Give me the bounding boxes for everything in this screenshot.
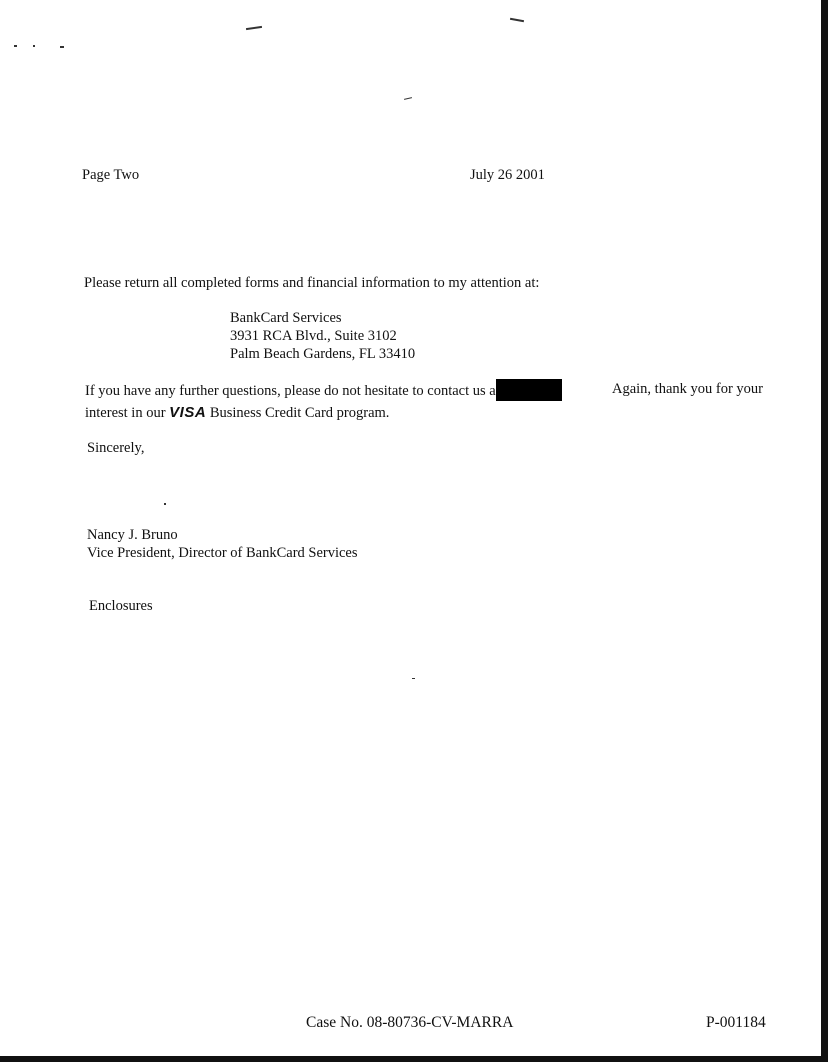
address-line-1: BankCard Services bbox=[230, 310, 342, 326]
bates-number: P-001184 bbox=[706, 1014, 766, 1031]
contact-text-part-3-prefix: interest in our bbox=[85, 405, 166, 421]
contact-text-part-3-suffix: Business Credit Card program. bbox=[209, 405, 390, 421]
scan-speck bbox=[246, 26, 262, 30]
address-line-2: 3931 RCA Blvd., Suite 3102 bbox=[230, 328, 397, 344]
contact-line-2 bbox=[85, 402, 763, 424]
scan-speck bbox=[510, 18, 524, 22]
scan-speck bbox=[60, 46, 64, 48]
intro-paragraph: Please return all completed forms and financial information to my attention at: bbox=[84, 275, 540, 291]
contact-line-1 bbox=[85, 379, 763, 402]
scan-speck bbox=[14, 45, 17, 47]
redaction-box bbox=[496, 379, 562, 401]
visa-logo: VISA bbox=[169, 404, 207, 421]
signer-name: Nancy J. Bruno bbox=[87, 527, 178, 543]
case-number: Case No. 08-80736-CV-MARRA bbox=[306, 1014, 514, 1031]
scan-border-bottom bbox=[0, 1056, 828, 1062]
scan-speck bbox=[164, 503, 166, 505]
enclosures-note: Enclosures bbox=[89, 598, 153, 614]
contact-text-part-2: Again, thank you for your bbox=[611, 381, 763, 397]
salutation: Sincerely, bbox=[87, 440, 145, 456]
contact-text-part-1: If you have any further questions, please do not hesitate to contact us a bbox=[85, 379, 562, 402]
contact-paragraph bbox=[85, 379, 763, 424]
address-line-3: Palm Beach Gardens, FL 33410 bbox=[230, 346, 416, 362]
scan-speck bbox=[412, 678, 415, 679]
signer-title: Vice President, Director of BankCard Services bbox=[87, 545, 358, 561]
scan-speck bbox=[33, 45, 35, 47]
page-label: Page Two bbox=[82, 167, 140, 183]
letter-date: July 26 2001 bbox=[470, 167, 545, 183]
scan-border-right bbox=[821, 0, 828, 1062]
scan-speck bbox=[404, 97, 412, 100]
